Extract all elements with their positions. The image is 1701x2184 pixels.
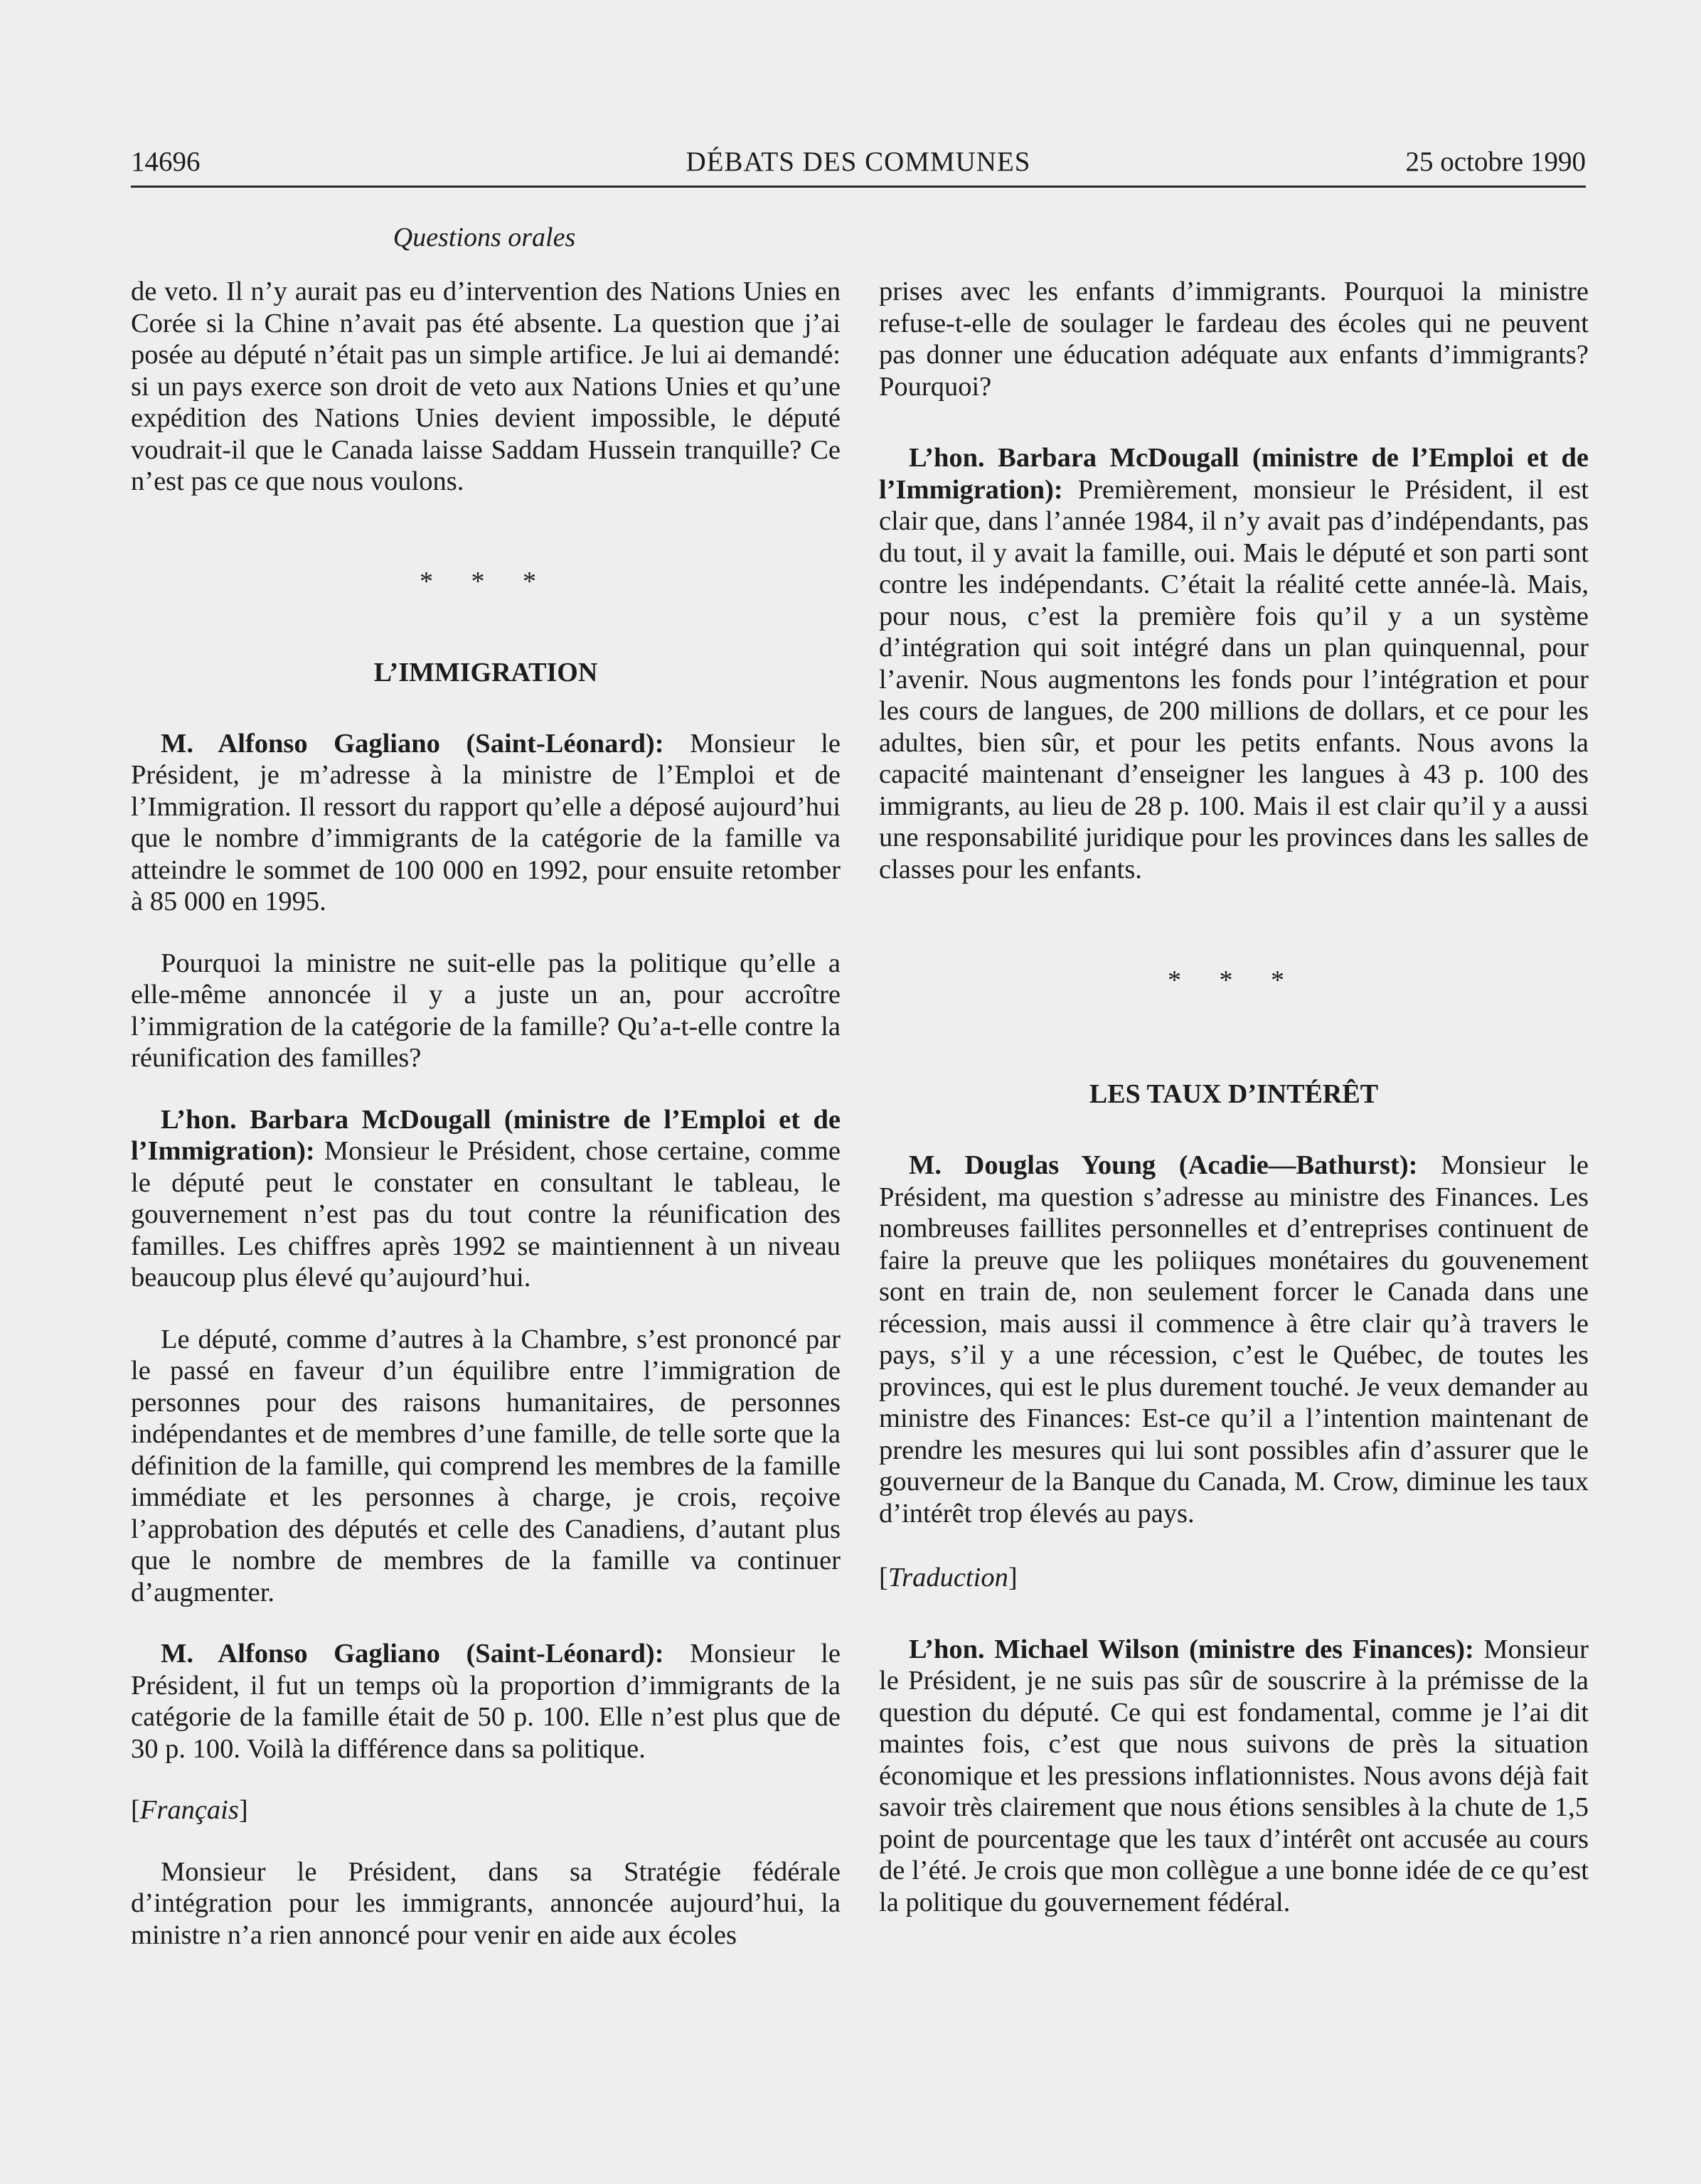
- paragraph: [879, 1634, 1589, 1919]
- speech-text: Premièrement, monsieur le Président, il est clair que, dans l’année 1984, il n’y avait pas d’indépendants, pas du tout, il y avait la famille, oui. Mais le député et son parti sont contre les indépendants. C’était la réalité cette année-là. Mais, pour nous, c’est la première fois qu’il y a un système d’intégration qui soit intégré dans un plan quinquennal, pour l’avenir. Nous augmentons les fonds pour l’intégration et pour les cours de langues, de 200 millions de dollars, et ce pour les adultes, bien sûr, et pour les petits enfants. Nous avons la capacité maintenant d’enseigner les langues à 43 p. 100 des immigrants, au lieu de 28 p. 100. Mais il est clair qu’il y a aussi une responsabilité juridique pour les provinces dans les salles de classes pour les enfants.: [879, 474, 1589, 884]
- speech-text: Monsieur le Président, ma question s’adresse au ministre des Finances. Les nombreuses faillites personnelles et d’entreprises continuent de faire la preuve que les poliiques monétaires du gouvenement sont en train de, non seulement forcer le Canada dans une récession, mais aussi il commence à être clair qu’à travers le pays, s’il y a une récession, c’est le Québec, de toutes les provinces, qui est le plus durement touché. Je veux demander au ministre des Finances: Est-ce qu’il a l’intention maintenant de prendre les mesures qui lui sont possibles afin d’assurer que le gouverneur de la Banque du Canada, M. Crow, diminue les taux d’intérêt trop élevés au pays.: [879, 1150, 1589, 1529]
- speaker-name: M. Alfonso Gagliano (Saint-Léonard):: [161, 728, 664, 759]
- page-number: 14696: [131, 146, 201, 177]
- speech-text: Monsieur le Président, chose certaine, comme le député peut le constater en consultant le tableau, le gouvernement n’est pas du tout contre la réunification des familles. Les chiffres après 1992 se maintiennent à un niveau beaucoup plus élevé qu’aujourd’hui.: [131, 1136, 841, 1292]
- paragraph: [131, 1104, 841, 1294]
- paragraph: Pourquoi la ministre ne suit-elle pas la politique qu’elle a elle-même annoncée il y a juste un an, pour accroître l’immigration de la catégorie de la famille? Qu’a-t-elle contre la réunification des familles?: [131, 948, 841, 1073]
- paragraph: Monsieur le Président, dans sa Stratégie fédérale d’intégration pour les immigrants, annoncée aujourd’hui, la ministre n’a rien annoncé pour venir en aide aux écoles: [131, 1856, 841, 1950]
- left-column: [131, 276, 841, 1951]
- paragraph: [131, 728, 841, 918]
- paragraph: de veto. Il n’y aurait pas eu d’intervention des Nations Unies en Corée si la Chine n’avait pas été absente. La question que j’ai posée au député n’était pas un simple artifice. Je lui ai demandé: si un pays exerce son droit de veto aux Nations Unies et qu’une expédition des Nations Unies devient impossible, le député voudrait-il que le Canada laisse Saddam Hussein tranquille? Ce n’est pas ce que nous voulons.: [131, 277, 841, 496]
- language-note: [Français]: [131, 1795, 248, 1825]
- paragraph: [131, 1638, 841, 1765]
- language-note: [Traduction]: [879, 1563, 1018, 1592]
- section-separator: * * *: [1168, 965, 1300, 995]
- page-date: 25 octobre 1990: [1405, 146, 1586, 177]
- speaker-name: M. Douglas Young (Acadie—Bathurst):: [909, 1150, 1418, 1180]
- speaker-name: L’hon. Barbara McDougall (ministre de l’Emploi et de l’Immigration):: [879, 443, 1589, 505]
- language-label: Traduction: [887, 1563, 1008, 1592]
- paragraph: Le député, comme d’autres à la Chambre, s’est prononcé par le passé en faveur d’un équilibre entre l’immigration de personnes pour des raisons humanitaires, de personnes indépendantes et de membres d’une famille, de telle sorte que la définition de la famille, qui comprend les membres de la famille immédiate et les personnes à charge, je crois, reçoive l’approbation des députés et celle des Canadiens, d’autant plus que le nombre de membres de la famille va continuer d’augmenter.: [131, 1324, 841, 1607]
- publication-title: DÉBATS DES COMMUNES: [686, 146, 1031, 177]
- paragraph: prises avec les enfants d’immigrants. Pourquoi la ministre refuse-t-elle de soulager le fardeau des écoles qui ne peuvent pas donner une éducation adéquate aux enfants d’immigrants? Pourquoi?: [879, 277, 1589, 402]
- speaker-name: L’hon. Michael Wilson (ministre des Finances):: [909, 1634, 1474, 1664]
- section-heading: L’IMMIGRATION: [373, 657, 598, 687]
- speaker-name: M. Alfonso Gagliano (Saint-Léonard):: [161, 1639, 664, 1669]
- paragraph: [879, 442, 1589, 885]
- section-heading: LES TAUX D’INTÉRÊT: [1089, 1079, 1379, 1109]
- speaker-name: L’hon. Barbara McDougall (ministre de l’Emploi et de l’Immigration):: [131, 1104, 841, 1166]
- language-label: Français: [139, 1795, 239, 1825]
- speech-text: Monsieur le Président, je ne suis pas sûr de souscrire à la prémisse de la question du député. Ce qui est fondamental, comme je l’ai dit maintes fois, c’est que nous suivons de près la situation économique et les pressions inflationnistes. Nous avons déjà fait savoir très clairement que nous étions sensibles à la chute de 1,5 point de pourcentage que les taux d’intérêt ont accusée au cours de l’été. Je crois que mon collègue a une bonne idée de ce qu’est la politique du gouvernement fédéral.: [879, 1634, 1589, 1917]
- speech-text: Monsieur le Président, je m’adresse à la ministre de l’Emploi et de l’Immigration. Il ressort du rapport qu’elle a déposé aujourd’hui que le nombre d’immigrants de la catégorie de la famille va atteindre le sommet de 100 000 en 1992, pour ensuite retomber à 85 000 en 1995.: [131, 728, 841, 916]
- paragraph: [879, 1150, 1589, 1529]
- section-label: Questions orales: [393, 223, 576, 252]
- right-column: [879, 276, 1589, 1918]
- section-separator: * * *: [420, 566, 552, 596]
- page-header: [131, 146, 1586, 188]
- speech-text: Monsieur le Président, il fut un temps où la proportion d’immigrants de la catégorie de la famille était de 50 p. 100. Elle n’est plus que de 30 p. 100. Voilà la différence dans sa politique.: [131, 1639, 841, 1764]
